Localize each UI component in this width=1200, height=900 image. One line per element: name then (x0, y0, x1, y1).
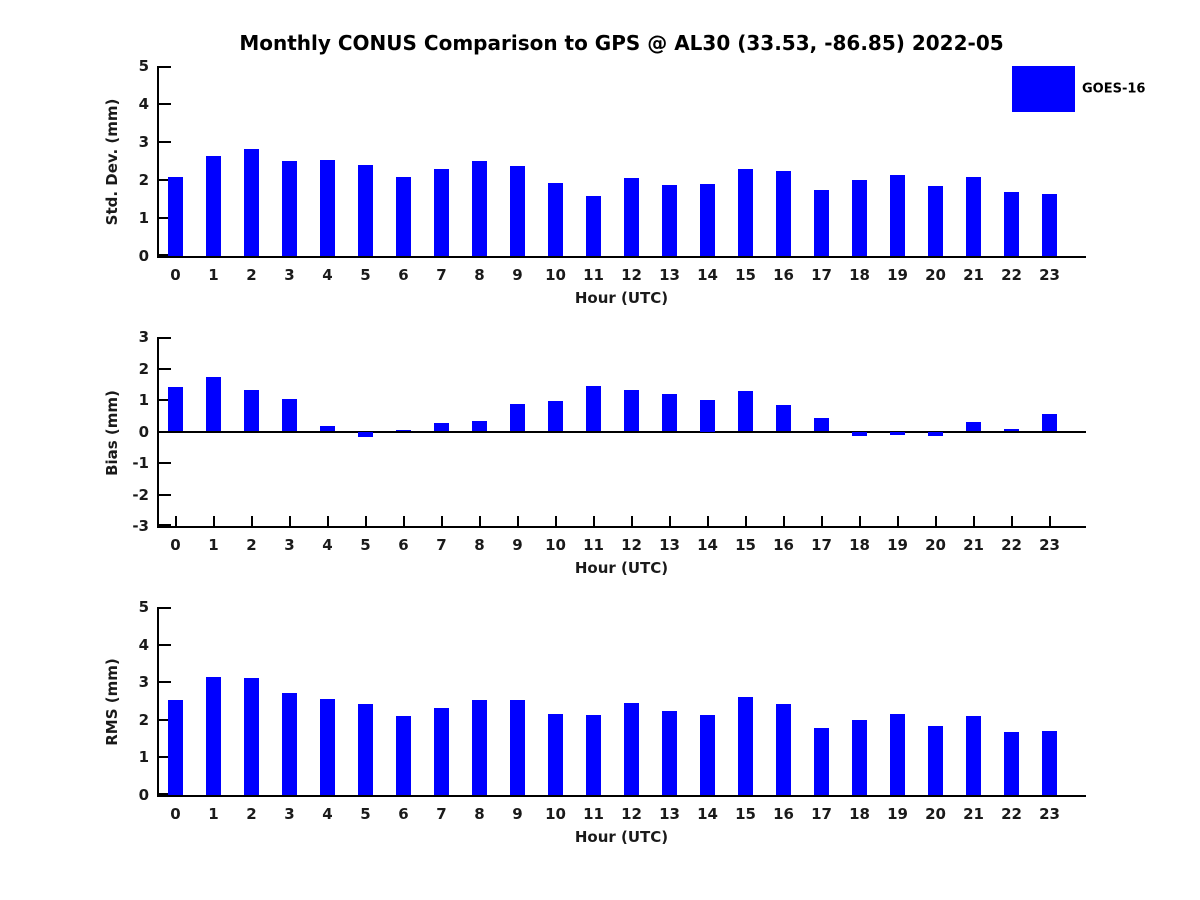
bar-hour-14 (700, 400, 715, 432)
x-tick (327, 516, 329, 526)
x-tick (517, 516, 519, 526)
bar-hour-22 (1004, 192, 1019, 256)
x-tick-label: 17 (811, 805, 832, 823)
x-tick-label: 17 (811, 266, 832, 284)
bar-hour-1 (206, 156, 221, 256)
x-tick-label: 19 (887, 536, 908, 554)
x-tick-label: 18 (849, 805, 870, 823)
x-tick (707, 516, 709, 526)
bar-hour-23 (1042, 731, 1057, 795)
bar-hour-23 (1042, 194, 1057, 256)
bar-hour-3 (282, 161, 297, 256)
bar-hour-14 (700, 715, 715, 795)
y-tick (159, 494, 171, 496)
x-tick-label: 10 (545, 536, 566, 554)
x-tick-label: 16 (773, 805, 794, 823)
x-tick-label: 13 (659, 805, 680, 823)
x-tick-label: 11 (583, 805, 604, 823)
x-tick-label: 10 (545, 266, 566, 284)
bar-hour-21 (966, 177, 981, 256)
y-tick-label: 2 (138, 359, 149, 378)
x-tick (251, 516, 253, 526)
bar-hour-1 (206, 677, 221, 795)
x-tick (783, 516, 785, 526)
x-tick-label: 20 (925, 536, 946, 554)
x-tick-label: 0 (170, 805, 181, 823)
x-tick-label: 13 (659, 536, 680, 554)
bar-hour-21 (966, 422, 981, 431)
x-tick-label: 21 (963, 805, 984, 823)
x-tick-label: 20 (925, 266, 946, 284)
x-tick-label: 18 (849, 266, 870, 284)
bar-hour-23 (1042, 414, 1057, 432)
y-tick-label: 4 (138, 635, 149, 654)
x-tick (631, 516, 633, 526)
x-tick-label: 9 (512, 536, 523, 554)
bar-hour-16 (776, 405, 791, 432)
bar-hour-0 (168, 387, 183, 431)
bar-hour-11 (586, 715, 601, 795)
x-tick-label: 13 (659, 266, 680, 284)
bar-hour-19 (890, 432, 905, 435)
x-tick (213, 516, 215, 526)
x-tick-label: 6 (398, 805, 409, 823)
y-tick-label: 1 (138, 209, 149, 227)
bar-hour-17 (814, 728, 829, 795)
x-tick-label: 5 (360, 805, 371, 823)
x-tick-label: 7 (436, 805, 447, 823)
x-tick-label: 19 (887, 805, 908, 823)
y-tick-label: 4 (138, 95, 149, 113)
bar-hour-8 (472, 700, 487, 795)
x-tick-label: 17 (811, 536, 832, 554)
bar-hour-1 (206, 377, 221, 431)
x-tick-label: 21 (963, 536, 984, 554)
y-tick-label: 3 (138, 673, 149, 692)
bar-hour-20 (928, 186, 943, 256)
bar-hour-10 (548, 714, 563, 795)
x-tick-label: 5 (360, 536, 371, 554)
bar-hour-13 (662, 711, 677, 795)
bar-hour-18 (852, 720, 867, 795)
bar-hour-7 (434, 708, 449, 795)
x-tick-label: 10 (545, 805, 566, 823)
bar-hour-15 (738, 697, 753, 795)
y-tick (159, 462, 171, 464)
bar-hour-4 (320, 426, 335, 431)
bar-hour-8 (472, 421, 487, 431)
bar-hour-10 (548, 183, 563, 256)
y-tick-label: -2 (132, 485, 149, 504)
y-tick-label: -1 (132, 454, 149, 472)
x-tick-label: 7 (436, 536, 447, 554)
subplot-rms (157, 607, 1086, 797)
x-tick-label: 15 (735, 266, 756, 284)
bar-hour-0 (168, 177, 183, 256)
y-tick (159, 141, 171, 143)
x-tick-label: 1 (208, 266, 219, 284)
y-tick-label: -3 (132, 517, 149, 535)
x-tick (1011, 516, 1013, 526)
zero-line (159, 431, 1086, 433)
x-tick-label: 23 (1039, 536, 1060, 554)
x-tick (441, 516, 443, 526)
y-tick-label: 5 (138, 598, 149, 616)
bar-hour-19 (890, 714, 905, 795)
y-tick (159, 368, 171, 370)
x-tick-label: 23 (1039, 266, 1060, 284)
x-tick (669, 516, 671, 526)
x-tick (289, 516, 291, 526)
x-tick-label: 22 (1001, 266, 1022, 284)
x-tick (973, 516, 975, 526)
y-tick-label: 0 (138, 786, 149, 804)
bar-hour-19 (890, 175, 905, 256)
bar-hour-17 (814, 190, 829, 256)
x-tick-label: 6 (398, 266, 409, 284)
bar-hour-17 (814, 418, 829, 431)
x-tick (593, 516, 595, 526)
y-tick (159, 103, 171, 105)
bar-hour-4 (320, 699, 335, 795)
x-tick-label: 3 (284, 266, 295, 284)
x-tick-label: 11 (583, 266, 604, 284)
x-tick-label: 12 (621, 266, 642, 284)
x-tick-label: 4 (322, 536, 333, 554)
x-tick-label: 22 (1001, 536, 1022, 554)
x-axis-label-std-dev: Hour (UTC) (574, 289, 669, 307)
x-tick-label: 15 (735, 805, 756, 823)
bar-hour-11 (586, 386, 601, 431)
y-tick (159, 681, 171, 683)
legend-label-goes16: GOES-16 (1082, 81, 1146, 97)
bar-hour-18 (852, 432, 867, 437)
x-tick (1049, 516, 1051, 526)
y-tick (159, 607, 171, 609)
x-tick-label: 18 (849, 536, 870, 554)
bar-hour-16 (776, 171, 791, 256)
bar-hour-12 (624, 178, 639, 256)
y-axis-label-bias: Bias (mm) (103, 389, 121, 476)
x-tick-label: 9 (512, 805, 523, 823)
bar-hour-22 (1004, 429, 1019, 432)
bar-hour-15 (738, 169, 753, 256)
y-tick (159, 66, 171, 68)
subplot-std-dev (157, 66, 1086, 258)
bar-hour-12 (624, 703, 639, 795)
bar-hour-8 (472, 161, 487, 256)
bar-hour-10 (548, 401, 563, 432)
bar-hour-4 (320, 160, 335, 256)
bar-hour-2 (244, 149, 259, 256)
y-tick-label: 3 (138, 133, 149, 151)
x-tick-label: 14 (697, 805, 718, 823)
bar-hour-11 (586, 196, 601, 256)
y-tick-label: 1 (138, 391, 149, 409)
bar-hour-5 (358, 165, 373, 256)
bar-hour-22 (1004, 732, 1019, 795)
bar-hour-6 (396, 177, 411, 256)
y-tick-label: 0 (138, 247, 149, 265)
x-tick (365, 516, 367, 526)
bar-hour-20 (928, 432, 943, 437)
bar-hour-2 (244, 390, 259, 432)
x-tick-label: 23 (1039, 805, 1060, 823)
y-tick-label: 3 (138, 328, 149, 346)
x-tick-label: 0 (170, 266, 181, 284)
x-tick (821, 516, 823, 526)
bar-hour-3 (282, 693, 297, 795)
bar-hour-7 (434, 169, 449, 256)
bar-hour-12 (624, 390, 639, 431)
y-tick-label: 0 (138, 422, 149, 441)
x-tick (555, 516, 557, 526)
bar-hour-3 (282, 399, 297, 432)
x-tick-label: 5 (360, 266, 371, 284)
bar-hour-18 (852, 180, 867, 256)
x-tick-label: 15 (735, 536, 756, 554)
x-axis-label-rms: Hour (UTC) (574, 828, 669, 846)
y-tick-label: 5 (138, 57, 149, 75)
bar-hour-9 (510, 700, 525, 795)
bar-hour-15 (738, 391, 753, 431)
x-tick-label: 16 (773, 536, 794, 554)
x-tick-label: 14 (697, 266, 718, 284)
x-tick-label: 1 (208, 536, 219, 554)
x-tick-label: 8 (474, 805, 485, 823)
y-tick (159, 644, 171, 646)
bar-hour-7 (434, 423, 449, 432)
x-tick-label: 2 (246, 536, 257, 554)
bar-hour-9 (510, 166, 525, 256)
x-tick-label: 7 (436, 266, 447, 284)
bar-hour-6 (396, 430, 411, 432)
x-tick (479, 516, 481, 526)
x-tick-label: 8 (474, 266, 485, 284)
y-tick (159, 524, 171, 526)
x-axis-label-bias: Hour (UTC) (574, 559, 669, 577)
y-axis-label-rms: RMS (mm) (103, 658, 121, 746)
x-tick-label: 4 (322, 266, 333, 284)
x-tick-label: 8 (474, 536, 485, 554)
bar-hour-14 (700, 184, 715, 256)
x-tick (935, 516, 937, 526)
x-tick-label: 3 (284, 536, 295, 554)
x-tick (745, 516, 747, 526)
y-tick-label: 2 (138, 171, 149, 189)
bar-hour-0 (168, 700, 183, 795)
x-tick-label: 2 (246, 805, 257, 823)
bar-hour-13 (662, 185, 677, 256)
x-tick (175, 516, 177, 526)
x-tick-label: 12 (621, 805, 642, 823)
x-tick-label: 2 (246, 266, 257, 284)
x-tick-label: 20 (925, 805, 946, 823)
bar-hour-21 (966, 716, 981, 795)
x-tick-label: 16 (773, 266, 794, 284)
x-tick-label: 11 (583, 536, 604, 554)
y-tick-label: 2 (138, 710, 149, 729)
x-tick-label: 14 (697, 536, 718, 554)
y-axis-label-std-dev: Std. Dev. (mm) (103, 98, 121, 226)
x-tick-label: 6 (398, 536, 409, 554)
x-tick-label: 3 (284, 805, 295, 823)
subplot-bias (157, 337, 1086, 528)
bar-hour-16 (776, 704, 791, 795)
x-tick-label: 0 (170, 536, 181, 554)
bar-hour-9 (510, 404, 525, 432)
chart-title: Monthly CONUS Comparison to GPS @ AL30 (33.53, -86.85) 2022-05 (239, 31, 1004, 55)
x-tick (403, 516, 405, 526)
x-tick-label: 9 (512, 266, 523, 284)
x-tick (859, 516, 861, 526)
bar-hour-20 (928, 726, 943, 795)
bar-hour-6 (396, 716, 411, 795)
bar-hour-2 (244, 678, 259, 795)
y-tick-label: 1 (138, 748, 149, 767)
bar-hour-5 (358, 432, 373, 437)
x-tick-label: 19 (887, 266, 908, 284)
x-tick-label: 21 (963, 266, 984, 284)
bar-hour-13 (662, 394, 677, 432)
x-tick-label: 4 (322, 805, 333, 823)
x-tick-label: 1 (208, 805, 219, 823)
x-tick (897, 516, 899, 526)
y-tick (159, 337, 171, 339)
bar-hour-5 (358, 704, 373, 795)
x-tick-label: 22 (1001, 805, 1022, 823)
x-tick-label: 12 (621, 536, 642, 554)
